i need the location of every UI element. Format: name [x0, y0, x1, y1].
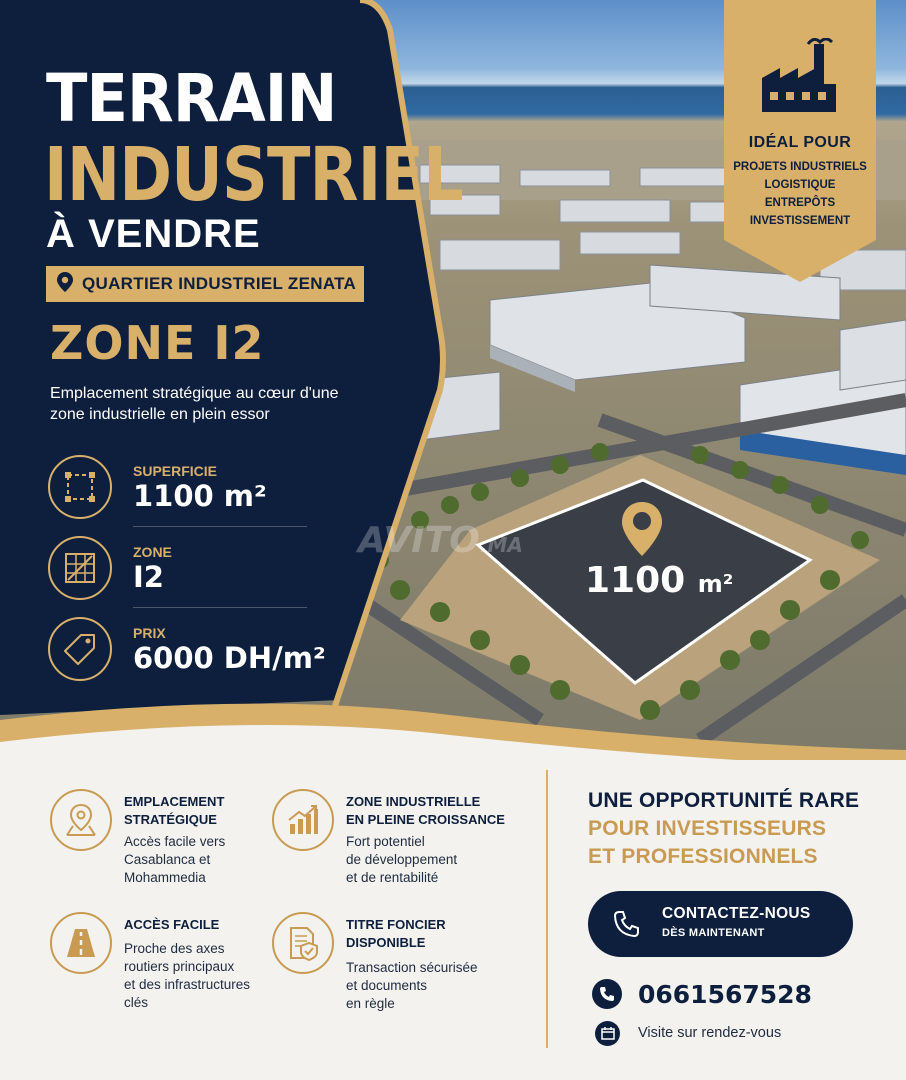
location-pin-icon	[56, 271, 74, 297]
ideal-item: ENTREPÔTS	[764, 197, 836, 209]
ideal-item: INVESTISSEMENT	[749, 215, 851, 227]
ideal-for-heading: IDÉAL POUR	[748, 134, 852, 151]
feature-desc: Fort potentiel de développement et de rentabilité	[346, 834, 458, 885]
title-a-vendre: À VENDRE	[46, 212, 261, 256]
contact-button[interactable]	[588, 891, 853, 957]
price-tag-icon	[48, 617, 112, 681]
calendar-icon	[595, 1021, 620, 1046]
plot-area-label: 1100 m²	[585, 560, 734, 601]
spec-label: PRIX	[133, 625, 166, 641]
phone-icon	[592, 979, 622, 1009]
map-grid-icon	[48, 536, 112, 600]
ideal-for-ribbon	[724, 128, 876, 230]
feature-title: ACCÈS FACILE	[124, 917, 220, 932]
feature-desc: Transaction sécurisée et documents en règle	[346, 960, 478, 1011]
title-terrain: TERRAIN	[46, 60, 337, 137]
watermark: AVITO.MA	[358, 520, 523, 561]
opportunity-line3: ET PROFESSIONNELS	[588, 845, 818, 868]
feature-desc: Proche des axes routiers principaux et des infrastructures clés	[124, 941, 251, 1010]
area-icon	[48, 455, 112, 519]
ideal-item: PROJETS INDUSTRIELS	[733, 161, 867, 173]
visit-row	[595, 1020, 781, 1046]
contact-button-sublabel: DÈS MAINTENANT	[662, 927, 765, 939]
spec-superficie	[48, 453, 308, 523]
contact-button-label: CONTACTEZ-NOUS	[662, 905, 811, 922]
zone-title: ZONE I2	[50, 316, 265, 370]
spec-divider	[133, 607, 307, 608]
visit-text: Visite sur rendez-vous	[638, 1025, 782, 1041]
spec-value: 6000 DH/m²	[133, 641, 326, 675]
feature-title: ZONE INDUSTRIELLE EN PLEINE CROISSANCE	[346, 794, 505, 827]
spec-label: ZONE	[133, 544, 172, 560]
phone-icon	[612, 909, 642, 942]
growth-chart-icon	[272, 789, 334, 851]
road-icon	[50, 912, 112, 974]
spec-value: I2	[133, 560, 164, 594]
location-text: QUARTIER INDUSTRIEL ZENATA	[82, 274, 357, 293]
map-pin-icon	[50, 789, 112, 851]
document-shield-icon	[272, 912, 334, 974]
opportunity-line2: POUR INVESTISSEURS	[588, 817, 827, 840]
phone-number[interactable]: 0661567528	[638, 979, 812, 1009]
title-industriel: INDUSTRIEL	[44, 132, 463, 218]
feature-desc: Accès facile vers Casablanca et Mohammedia	[124, 834, 226, 885]
feature-title: TITRE FONCIER DISPONIBLE	[346, 917, 446, 950]
location-tag	[46, 266, 364, 302]
spec-label: SUPERFICIE	[133, 463, 218, 479]
spec-value: 1100 m²	[133, 479, 267, 513]
tagline: Emplacement stratégique au cœur d'une zone industrielle en plein essor	[50, 385, 339, 423]
factory-icon	[758, 38, 840, 118]
feature-title: EMPLACEMENT STRATÉGIQUE	[124, 794, 225, 827]
section-divider	[546, 770, 548, 1048]
spec-zone	[48, 534, 308, 604]
ideal-item: LOGISTIQUE	[764, 179, 836, 191]
spec-prix	[48, 615, 326, 685]
spec-divider	[133, 526, 307, 527]
location-pin-icon	[620, 500, 664, 562]
opportunity-line1: UNE OPPORTUNITÉ RARE	[588, 789, 860, 812]
phone-row[interactable]	[592, 978, 812, 1010]
